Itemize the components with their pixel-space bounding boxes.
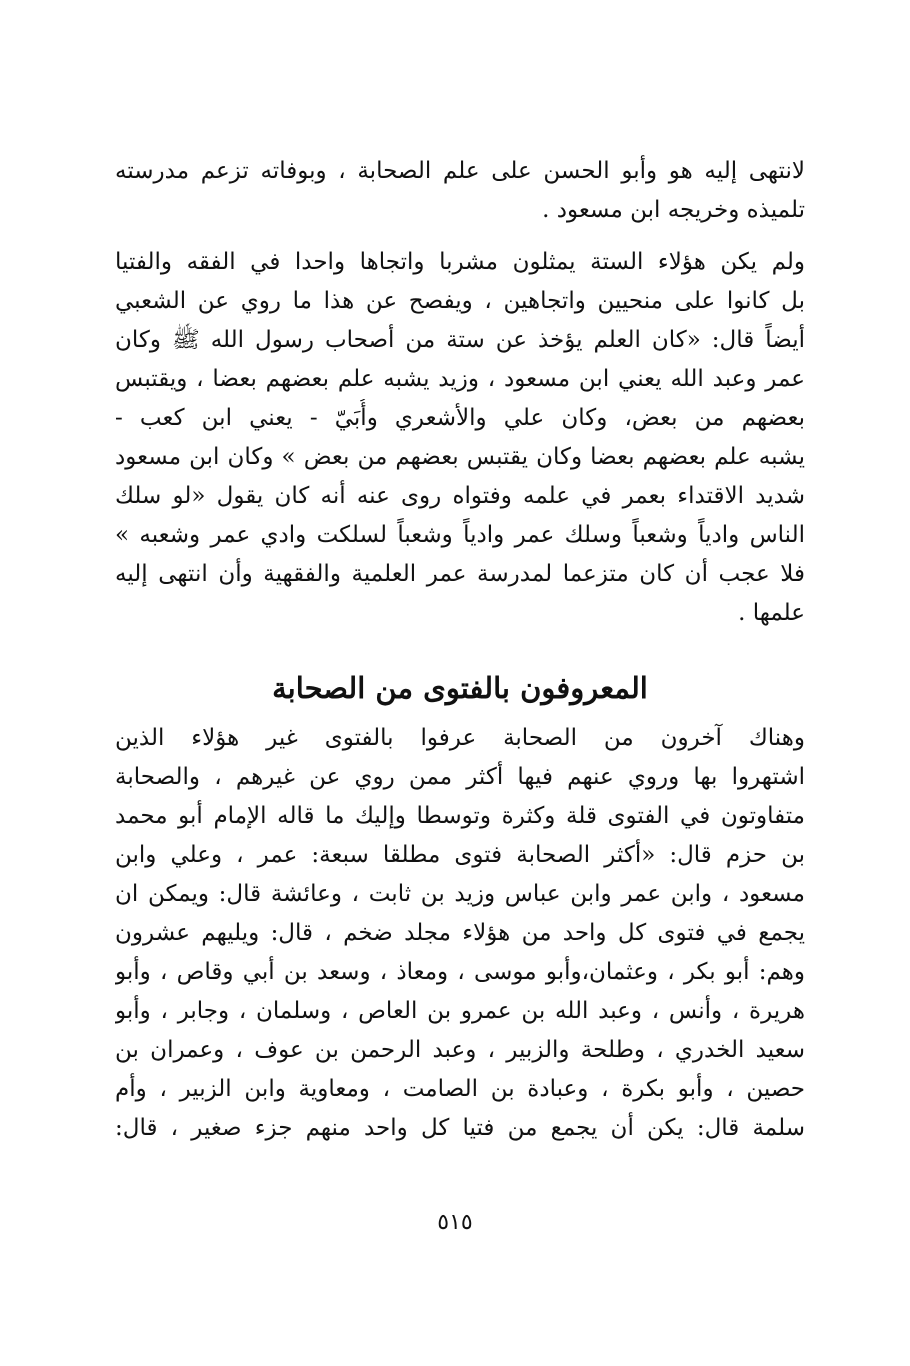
section-heading: المعروفون بالفتوى من الصحابة [272,671,648,705]
text-line: يشبه علم بعضهم بعضا وكان يقتبس بعضهم من بعض » وكان ابن مسعود [115,444,805,470]
paragraph-1 [115,152,805,230]
text-line: بن حزم قال: «أكثر الصحابة فتوى مطلقا سبعة: عمر ، وعلي وابن [115,842,805,868]
text-line: لانتهى إليه هو وأبو الحسن على علم الصحابة ، وبوفاته تزعم مدرسته [115,158,805,184]
text-line: شديد الاقتداء بعمر في علمه وفتواه روى عنه أنه كان يقول «لو سلك [115,483,805,509]
text-line: وهم: أبو بكر ، وعثمان،وأبو موسى ، ومعاذ ، وسعد بن أبي وقاص ، وأبو [115,959,805,985]
page-number: ٥١٥ [437,1210,473,1235]
text-line: سعيد الخدري ، وطلحة والزبير ، وعبد الرحمن بن عوف ، وعمران بن [115,1037,805,1063]
text-line: اشتهروا بها وروي عنهم فيها أكثر ممن روي عن غيرهم ، والصحابة [115,764,805,790]
text-line: يجمع في فتوى كل واحد من هؤلاء مجلد ضخم ، قال: ويليهم عشرون [115,920,805,946]
text-line: علمها . [738,600,805,626]
text-line: عمر وعبد الله يعني ابن مسعود ، وزيد يشبه علم بعضهم بعضا ، ويقتبس [115,366,805,392]
paragraph-2 [115,243,805,633]
text-line: تلميذه وخريجه ابن مسعود . [542,197,805,223]
text-line: ولم يكن هؤلاء الستة يمثلون مشربا واتجاها واحدا في الفقه والفتيا [115,249,805,275]
text-line: أيضاً قال: «كان العلم يؤخذ عن ستة من أصحاب رسول الله ﷺ وكان [115,327,805,353]
text-line: هريرة ، وأنس ، وعبد الله بن عمرو بن العاص ، وسلمان ، وجابر ، وأبو [115,998,805,1024]
paragraph-3 [115,719,805,1148]
text-line: مسعود ، وابن عمر وابن عباس وزيد بن ثابت ، وعائشة قال: ويمكن ان [115,881,805,907]
text-line: الناس وادياً وشعباً وسلك عمر وادياً وشعباً لسلكت وادي عمر وشعبه » [115,522,805,548]
text-line: حصين ، وأبو بكرة ، وعبادة بن الصامت ، ومعاوية وابن الزبير ، وأم [115,1076,805,1102]
text-line: فلا عجب أن كان متزعما لمدرسة عمر العلمية والفقهية وأن انتهى إليه [115,561,805,587]
text-line: بعضهم من بعض، وكان علي والأشعري وأُبَيّ - يعني ابن كعب - [115,405,805,431]
text-line: سلمة قال: يكن أن يجمع من فتيا كل واحد منهم جزء صغير ، قال: [115,1115,805,1141]
text-line: متفاوتون في الفتوى قلة وكثرة وتوسطا وإليك ما قاله الإمام أبو محمد [115,803,805,829]
text-line: وهناك آخرون من الصحابة عرفوا بالفتوى غير هؤلاء الذين [115,725,805,751]
text-line: بل كانوا على منحيين واتجاهين ، ويفصح عن هذا ما روي عن الشعبي [115,288,805,314]
